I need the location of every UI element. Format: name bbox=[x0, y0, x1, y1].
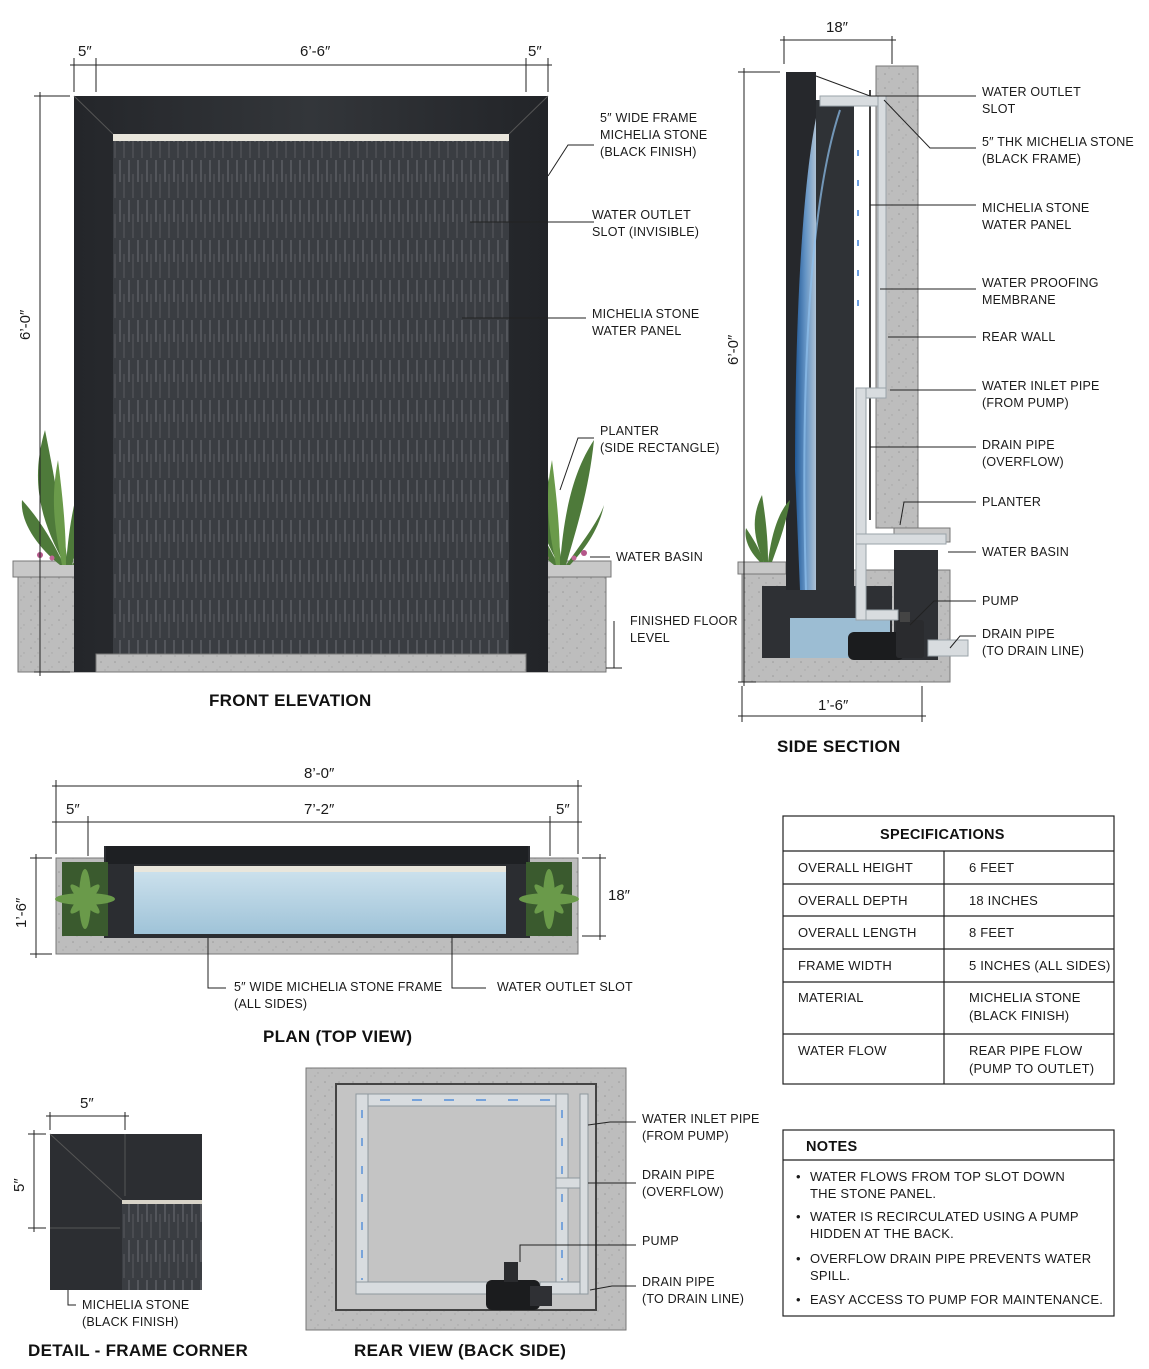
side-label-membrane: WATER PROOFING MEMBRANE bbox=[982, 276, 1099, 307]
side-section bbox=[725, 19, 1134, 756]
side-dim-top: 18″ bbox=[826, 19, 848, 36]
rear-view bbox=[306, 1068, 760, 1360]
side-label-slot: WATER OUTLET SLOT bbox=[982, 85, 1081, 116]
front-label-floor: FINISHED FLOOR LEVEL bbox=[630, 614, 738, 645]
rear-title: REAR VIEW (BACK SIDE) bbox=[354, 1341, 567, 1360]
plan-view bbox=[13, 765, 633, 1046]
spec-row-value: 6 FEET bbox=[969, 860, 1015, 875]
front-basin bbox=[96, 654, 526, 672]
detail-dim-left: 5″ bbox=[11, 1178, 28, 1192]
front-label-panel: MICHELIA STONE WATER PANEL bbox=[592, 307, 700, 338]
side-label-rear-wall: REAR WALL bbox=[982, 330, 1056, 344]
detail-title: DETAIL - FRAME CORNER bbox=[28, 1341, 249, 1360]
side-label-panel: MICHELIA STONE WATER PANEL bbox=[982, 201, 1090, 232]
front-dim-height: 6’-0″ bbox=[17, 309, 34, 340]
specs-title: SPECIFICATIONS bbox=[880, 827, 1005, 843]
side-label-basin: WATER BASIN bbox=[982, 545, 1069, 559]
outlet-slot bbox=[113, 134, 509, 141]
svg-text:•: • bbox=[796, 1209, 801, 1224]
front-dim-right: 5″ bbox=[528, 43, 542, 60]
notes-list bbox=[796, 1169, 1103, 1307]
rear-label-pump: PUMP bbox=[642, 1234, 679, 1248]
spec-row-value: 5 INCHES (ALL SIDES) bbox=[969, 958, 1111, 973]
note-item: WATER FLOWS FROM TOP SLOT DOWN THE STONE PANEL. bbox=[810, 1169, 1065, 1201]
rear-label-inlet: WATER INLET PIPE (FROM PUMP) bbox=[642, 1112, 760, 1143]
front-label-frame: 5″ WIDE FRAME MICHELIA STONE (BLACK FINISH) bbox=[600, 111, 708, 159]
side-dim-height: 6’-0″ bbox=[725, 334, 742, 365]
plan-dim-depth: 1’-6″ bbox=[13, 897, 30, 928]
side-label-drain-overflow: DRAIN PIPE (OVERFLOW) bbox=[982, 438, 1064, 469]
front-dim-mid: 6’-6″ bbox=[300, 43, 331, 60]
notes-box bbox=[783, 1130, 1114, 1316]
front-elevation bbox=[13, 43, 738, 710]
front-label-planter: PLANTER (SIDE RECTANGLE) bbox=[600, 424, 720, 455]
plan-dim-left: 5″ bbox=[66, 801, 80, 818]
plan-dim-depth-right: 18″ bbox=[608, 887, 630, 904]
detail-dim-top: 5″ bbox=[80, 1095, 94, 1112]
plan-label-frame: 5″ WIDE MICHELIA STONE FRAME (ALL SIDES) bbox=[234, 980, 443, 1011]
spec-row-value: 18 INCHES bbox=[969, 893, 1038, 908]
spec-row-value: 8 FEET bbox=[969, 925, 1015, 940]
svg-text:•: • bbox=[796, 1169, 801, 1184]
spec-row-label: OVERALL LENGTH bbox=[798, 925, 917, 940]
front-label-slot: WATER OUTLET SLOT (INVISIBLE) bbox=[592, 208, 700, 239]
detail-frame-corner bbox=[11, 1095, 248, 1360]
spec-row-label: OVERALL DEPTH bbox=[798, 893, 908, 908]
spec-row-label: MATERIAL bbox=[798, 990, 864, 1005]
front-label-basin: WATER BASIN bbox=[616, 550, 703, 564]
svg-text:•: • bbox=[796, 1292, 801, 1307]
svg-text:•: • bbox=[796, 1251, 801, 1266]
side-plant-icon bbox=[746, 495, 790, 562]
note-item: OVERFLOW DRAIN PIPE PREVENTS WATER SPILL. bbox=[810, 1251, 1092, 1283]
front-elevation-title: FRONT ELEVATION bbox=[209, 691, 372, 710]
side-label-planter: PLANTER bbox=[982, 495, 1042, 509]
plan-water bbox=[134, 866, 506, 934]
spec-row-value: MICHELIA STONE (BLACK FINISH) bbox=[969, 990, 1081, 1023]
rear-label-drain: DRAIN PIPE (TO DRAIN LINE) bbox=[642, 1275, 745, 1306]
side-section-title: SIDE SECTION bbox=[777, 737, 901, 756]
note-item: EASY ACCESS TO PUMP FOR MAINTENANCE. bbox=[810, 1292, 1104, 1307]
spec-row-label: WATER FLOW bbox=[798, 1043, 887, 1058]
plan-label-slot: WATER OUTLET SLOT bbox=[497, 980, 633, 994]
side-label-drain-line: DRAIN PIPE (TO DRAIN LINE) bbox=[982, 627, 1085, 658]
plan-title: PLAN (TOP VIEW) bbox=[263, 1027, 413, 1046]
front-dim-left: 5″ bbox=[78, 43, 92, 60]
detail-label: MICHELIA STONE (BLACK FINISH) bbox=[82, 1298, 190, 1329]
plan-dim-mid: 7’-2″ bbox=[304, 801, 335, 818]
plan-dim-total: 8’-0″ bbox=[304, 765, 335, 782]
plan-dim-right: 5″ bbox=[556, 801, 570, 818]
spec-row-value: REAR PIPE FLOW (PUMP TO OUTLET) bbox=[969, 1043, 1095, 1076]
spec-row-label: OVERALL HEIGHT bbox=[798, 860, 914, 875]
side-dim-bottom: 1’-6″ bbox=[818, 697, 849, 714]
spec-row-label: FRAME WIDTH bbox=[798, 958, 892, 973]
specifications-table bbox=[783, 816, 1114, 1084]
note-item: WATER IS RECIRCULATED USING A PUMP HIDDEN AT THE BACK. bbox=[810, 1209, 1079, 1241]
notes-title: NOTES bbox=[806, 1139, 858, 1155]
side-label-pump: PUMP bbox=[982, 594, 1019, 608]
side-label-inlet: WATER INLET PIPE (FROM PUMP) bbox=[982, 379, 1100, 410]
side-label-frame: 5″ THK MICHELIA STONE (BLACK FRAME) bbox=[982, 135, 1134, 166]
rear-label-overflow: DRAIN PIPE (OVERFLOW) bbox=[642, 1168, 724, 1199]
